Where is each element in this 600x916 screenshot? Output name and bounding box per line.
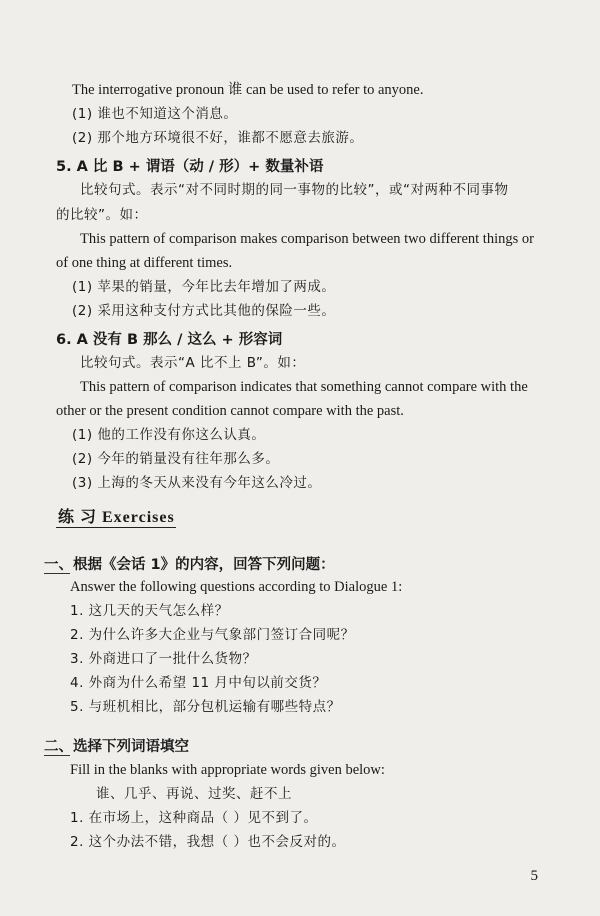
section-5-en-1: This pattern of comparison makes comparison between two different things or [80, 231, 534, 247]
exercises-title: 练 习 Exercises [58, 509, 175, 526]
section-5-example-1: (1) 苹果的销量，今年比去年增加了两成。 [72, 279, 336, 295]
exercise-2-instruction: Fill in the blanks with appropriate words given below: [70, 762, 385, 778]
question-5: 5. 与班机相比，部分包机运输有哪些特点？ [70, 699, 341, 715]
section-5-example-2: (2) 采用这种支付方式比其他的保险一些。 [72, 303, 336, 319]
question-1: 1. 这几天的天气怎么样？ [70, 603, 229, 619]
word-bank: 谁、几乎、再说、过奖、赶不上 [96, 786, 292, 802]
section-6-zh-1: 比较句式。表示“A 比不上 B”。如： [80, 355, 306, 371]
section-6-example-1: (1) 他的工作没有你这么认真。 [72, 427, 266, 443]
section-6-example-3: (3) 上海的冬天从来没有今年这么冷过。 [72, 475, 322, 491]
question-3: 3. 外商进口了一批什么货物？ [70, 651, 257, 667]
question-2: 2. 为什么许多大企业与气象部门签订合同呢？ [70, 627, 355, 643]
page-number: 5 [530, 868, 538, 884]
exercise-1-underline [44, 573, 70, 574]
example-a-2: (2) 那个地方环境很不好，谁都不愿意去旅游。 [72, 130, 364, 146]
exercise-1-instruction: Answer the following questions according to Dialogue 1: [70, 579, 403, 595]
exercise-1-heading: 一、根据《会话 1》的内容，回答下列问题： [44, 557, 335, 573]
intro-line: The interrogative pronoun 谁 can be used to refer to anyone. [72, 82, 424, 98]
section-6-en-2: other or the present condition cannot compare with the past. [56, 403, 404, 419]
section-6-heading: 6. A 没有 B 那么 / 这么 + 形容词 [56, 332, 283, 348]
question-4: 4. 外商为什么希望 11 月中旬以前交货？ [70, 675, 327, 691]
section-5-zh-2: 的比较”。如： [56, 207, 148, 223]
fill-item-2: 2. 这个办法不错，我想（ ）也不会反对的。 [70, 834, 346, 850]
exercise-2-heading: 二、选择下列词语填空 [44, 739, 189, 755]
section-6-en-1: This pattern of comparison indicates that something cannot compare with the [80, 379, 528, 395]
exercises-underline [56, 527, 176, 528]
fill-item-1: 1. 在市场上，这种商品（ ）见不到了。 [70, 810, 318, 826]
section-6-example-2: (2) 今年的销量没有往年那么多。 [72, 451, 280, 467]
section-5-en-2: of one thing at different times. [56, 255, 233, 271]
section-5-zh-1: 比较句式。表示“对不同时期的同一事物的比较”，或“对两种不同事物 [80, 182, 509, 198]
section-5-heading: 5. A 比 B + 谓语（动 / 形）+ 数量补语 [56, 159, 324, 175]
example-a-1: (1) 谁也不知道这个消息。 [72, 106, 238, 122]
exercise-2-underline [44, 755, 70, 756]
